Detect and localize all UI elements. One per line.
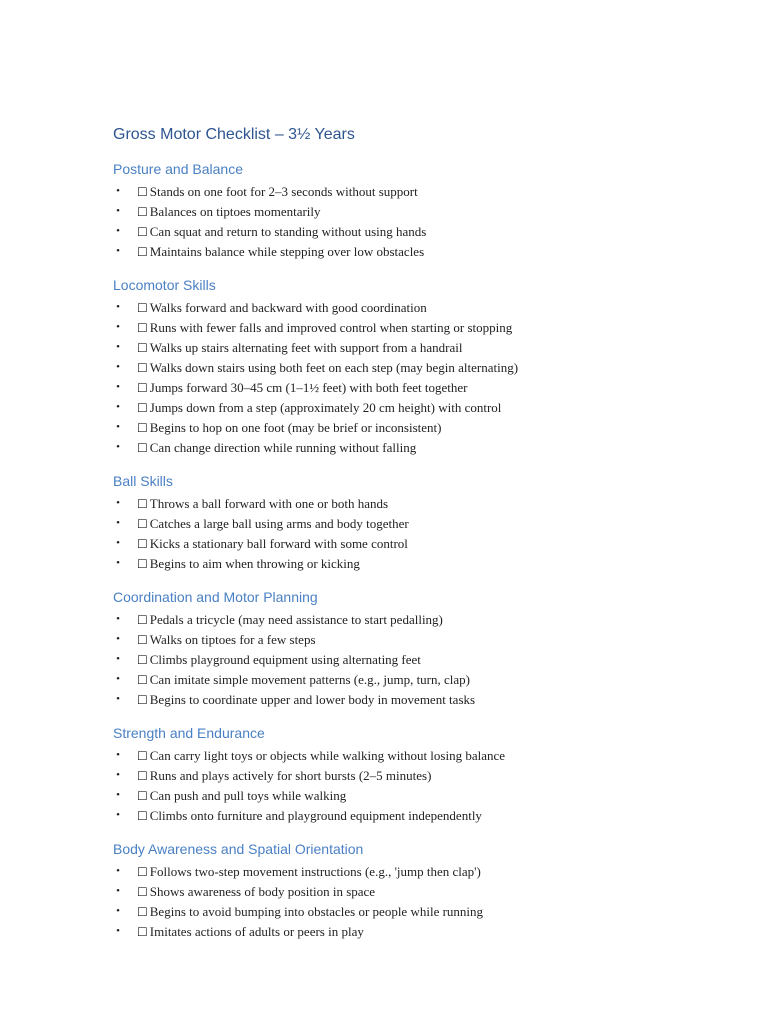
checklist-item — [113, 806, 733, 826]
checklist-item-label: Can push and pull toys while walking — [149, 788, 347, 803]
checklist-item-label: Stands on one foot for 2–3 seconds without support — [149, 184, 418, 199]
bullet-icon: • — [116, 225, 120, 237]
section-heading: Ball Skills — [113, 473, 173, 489]
bullet-icon: • — [116, 925, 120, 937]
checklist-item-label: Imitates actions of adults or peers in play — [149, 924, 364, 939]
bullet-icon: • — [116, 381, 120, 393]
checkbox-icon[interactable]: ☐ — [137, 749, 148, 763]
checklist-items — [113, 862, 733, 942]
bullet-icon: • — [116, 301, 120, 313]
checklist-item — [113, 378, 733, 398]
checkbox-icon[interactable]: ☐ — [137, 693, 148, 707]
bullet-icon: • — [116, 809, 120, 821]
checkbox-icon[interactable]: ☐ — [137, 185, 148, 199]
bullet-icon: • — [116, 321, 120, 333]
checklist-item-label: Shows awareness of body position in space — [149, 884, 376, 899]
checkbox-icon[interactable]: ☐ — [137, 497, 148, 511]
checklist-section — [113, 840, 733, 942]
checklist-item-label: Climbs playground equipment using alternating feet — [149, 652, 421, 667]
bullet-icon: • — [116, 693, 120, 705]
checklist-item-label: Follows two-step movement instructions (e.g., 'jump then clap') — [149, 864, 481, 879]
checklist-items — [113, 298, 733, 458]
checklist-item — [113, 670, 733, 690]
checklist-item — [113, 610, 733, 630]
bullet-icon: • — [116, 653, 120, 665]
checklist-section — [113, 588, 733, 710]
checklist-item — [113, 766, 733, 786]
bullet-icon: • — [116, 613, 120, 625]
checklist-item — [113, 746, 733, 766]
checkbox-icon[interactable]: ☐ — [137, 245, 148, 259]
section-heading: Locomotor Skills — [113, 277, 216, 293]
bullet-icon: • — [116, 361, 120, 373]
checkbox-icon[interactable]: ☐ — [137, 925, 148, 939]
bullet-icon: • — [116, 673, 120, 685]
checklist-item-label: Walks up stairs alternating feet with support from a handrail — [149, 340, 463, 355]
checkbox-icon[interactable]: ☐ — [137, 905, 148, 919]
checkbox-icon[interactable]: ☐ — [137, 361, 148, 375]
checklist-item-label: Walks forward and backward with good coordination — [149, 300, 427, 315]
checklist-item-label: Jumps forward 30–45 cm (1–1½ feet) with both feet together — [149, 380, 468, 395]
checkbox-icon[interactable]: ☐ — [137, 381, 148, 395]
section-heading: Coordination and Motor Planning — [113, 589, 318, 605]
checkbox-icon[interactable]: ☐ — [137, 557, 148, 571]
checklist-item — [113, 182, 733, 202]
checklist-items — [113, 746, 733, 826]
checklist-item — [113, 514, 733, 534]
checklist-item-label: Begins to aim when throwing or kicking — [149, 556, 360, 571]
checklist-item-label: Pedals a tricycle (may need assistance to start pedalling) — [149, 612, 443, 627]
checklist-item — [113, 786, 733, 806]
checklist-section — [113, 724, 733, 826]
checklist-item-label: Catches a large ball using arms and body together — [149, 516, 409, 531]
checkbox-icon[interactable]: ☐ — [137, 421, 148, 435]
checkbox-icon[interactable]: ☐ — [137, 441, 148, 455]
checkbox-icon[interactable]: ☐ — [137, 885, 148, 899]
checklist-item-label: Climbs onto furniture and playground equipment independently — [149, 808, 482, 823]
checklist-item — [113, 202, 733, 222]
checklist-item-label: Begins to coordinate upper and lower body in movement tasks — [149, 692, 476, 707]
checklist-section — [113, 472, 733, 574]
bullet-icon: • — [116, 633, 120, 645]
checklist-item-label: Can carry light toys or objects while walking without losing balance — [149, 748, 506, 763]
checklist-item-label: Walks on tiptoes for a few steps — [149, 632, 316, 647]
section-heading: Posture and Balance — [113, 161, 243, 177]
checkbox-icon[interactable]: ☐ — [137, 341, 148, 355]
checklist-item — [113, 338, 733, 358]
checklist-item — [113, 882, 733, 902]
checkbox-icon[interactable]: ☐ — [137, 537, 148, 551]
checklist-item — [113, 690, 733, 710]
checklist-item — [113, 358, 733, 378]
bullet-icon: • — [116, 185, 120, 197]
checklist-item — [113, 318, 733, 338]
bullet-icon: • — [116, 557, 120, 569]
checklist-item-label: Begins to hop on one foot (may be brief or inconsistent) — [149, 420, 442, 435]
bullet-icon: • — [116, 789, 120, 801]
checklist-item — [113, 862, 733, 882]
bullet-icon: • — [116, 341, 120, 353]
checkbox-icon[interactable]: ☐ — [137, 769, 148, 783]
checklist-item-label: Jumps down from a step (approximately 20 cm height) with control — [149, 400, 502, 415]
checklist-item — [113, 242, 733, 262]
section-heading: Strength and Endurance — [113, 725, 265, 741]
checklist-item — [113, 298, 733, 318]
checklist-item — [113, 438, 733, 458]
checklist-items — [113, 494, 733, 574]
checkbox-icon[interactable]: ☐ — [137, 225, 148, 239]
checkbox-icon[interactable]: ☐ — [137, 673, 148, 687]
checklist-item — [113, 902, 733, 922]
checklist-sections — [113, 160, 733, 942]
checkbox-icon[interactable]: ☐ — [137, 789, 148, 803]
checklist-item — [113, 398, 733, 418]
checkbox-icon[interactable]: ☐ — [137, 517, 148, 531]
checklist-item-label: Can squat and return to standing without using hands — [149, 224, 427, 239]
checklist-item — [113, 222, 733, 242]
checkbox-icon[interactable]: ☐ — [137, 205, 148, 219]
checklist-items — [113, 182, 733, 262]
bullet-icon: • — [116, 865, 120, 877]
checklist-item — [113, 534, 733, 554]
checklist-item-label: Balances on tiptoes momentarily — [149, 204, 321, 219]
checklist-item — [113, 922, 733, 942]
checklist-item-label: Runs with fewer falls and improved control when starting or stopping — [149, 320, 513, 335]
checkbox-icon[interactable]: ☐ — [137, 613, 148, 627]
checkbox-icon[interactable]: ☐ — [137, 401, 148, 415]
checklist-item-label: Can imitate simple movement patterns (e.g., jump, turn, clap) — [149, 672, 470, 687]
checkbox-icon[interactable]: ☐ — [137, 321, 148, 335]
document-page — [113, 125, 733, 956]
checkbox-icon[interactable]: ☐ — [137, 865, 148, 879]
document-title: Gross Motor Checklist – 3½ Years — [113, 126, 355, 143]
bullet-icon: • — [116, 245, 120, 257]
checklist-item — [113, 494, 733, 514]
bullet-icon: • — [116, 749, 120, 761]
bullet-icon: • — [116, 769, 120, 781]
checklist-items — [113, 610, 733, 710]
checkbox-icon[interactable]: ☐ — [137, 653, 148, 667]
checklist-item — [113, 418, 733, 438]
bullet-icon: • — [116, 885, 120, 897]
bullet-icon: • — [116, 497, 120, 509]
checklist-section — [113, 276, 733, 458]
checklist-item-label: Walks down stairs using both feet on each step (may begin alternating) — [149, 360, 519, 375]
bullet-icon: • — [116, 537, 120, 549]
bullet-icon: • — [116, 205, 120, 217]
checklist-item-label: Kicks a stationary ball forward with some control — [149, 536, 408, 551]
checklist-item-label: Can change direction while running without falling — [149, 440, 417, 455]
checklist-item — [113, 630, 733, 650]
bullet-icon: • — [116, 401, 120, 413]
checklist-section — [113, 160, 733, 262]
checklist-item — [113, 554, 733, 574]
section-heading: Body Awareness and Spatial Orientation — [113, 841, 364, 857]
checklist-item — [113, 650, 733, 670]
checkbox-icon[interactable]: ☐ — [137, 301, 148, 315]
bullet-icon: • — [116, 905, 120, 917]
bullet-icon: • — [116, 517, 120, 529]
checklist-item-label: Runs and plays actively for short bursts (2–5 minutes) — [149, 768, 432, 783]
checklist-item-label: Throws a ball forward with one or both hands — [149, 496, 389, 511]
checkbox-icon[interactable]: ☐ — [137, 633, 148, 647]
checkbox-icon[interactable]: ☐ — [137, 809, 148, 823]
checklist-item-label: Begins to avoid bumping into obstacles or people while running — [149, 904, 484, 919]
bullet-icon: • — [116, 421, 120, 433]
bullet-icon: • — [116, 441, 120, 453]
checklist-item-label: Maintains balance while stepping over low obstacles — [149, 244, 425, 259]
